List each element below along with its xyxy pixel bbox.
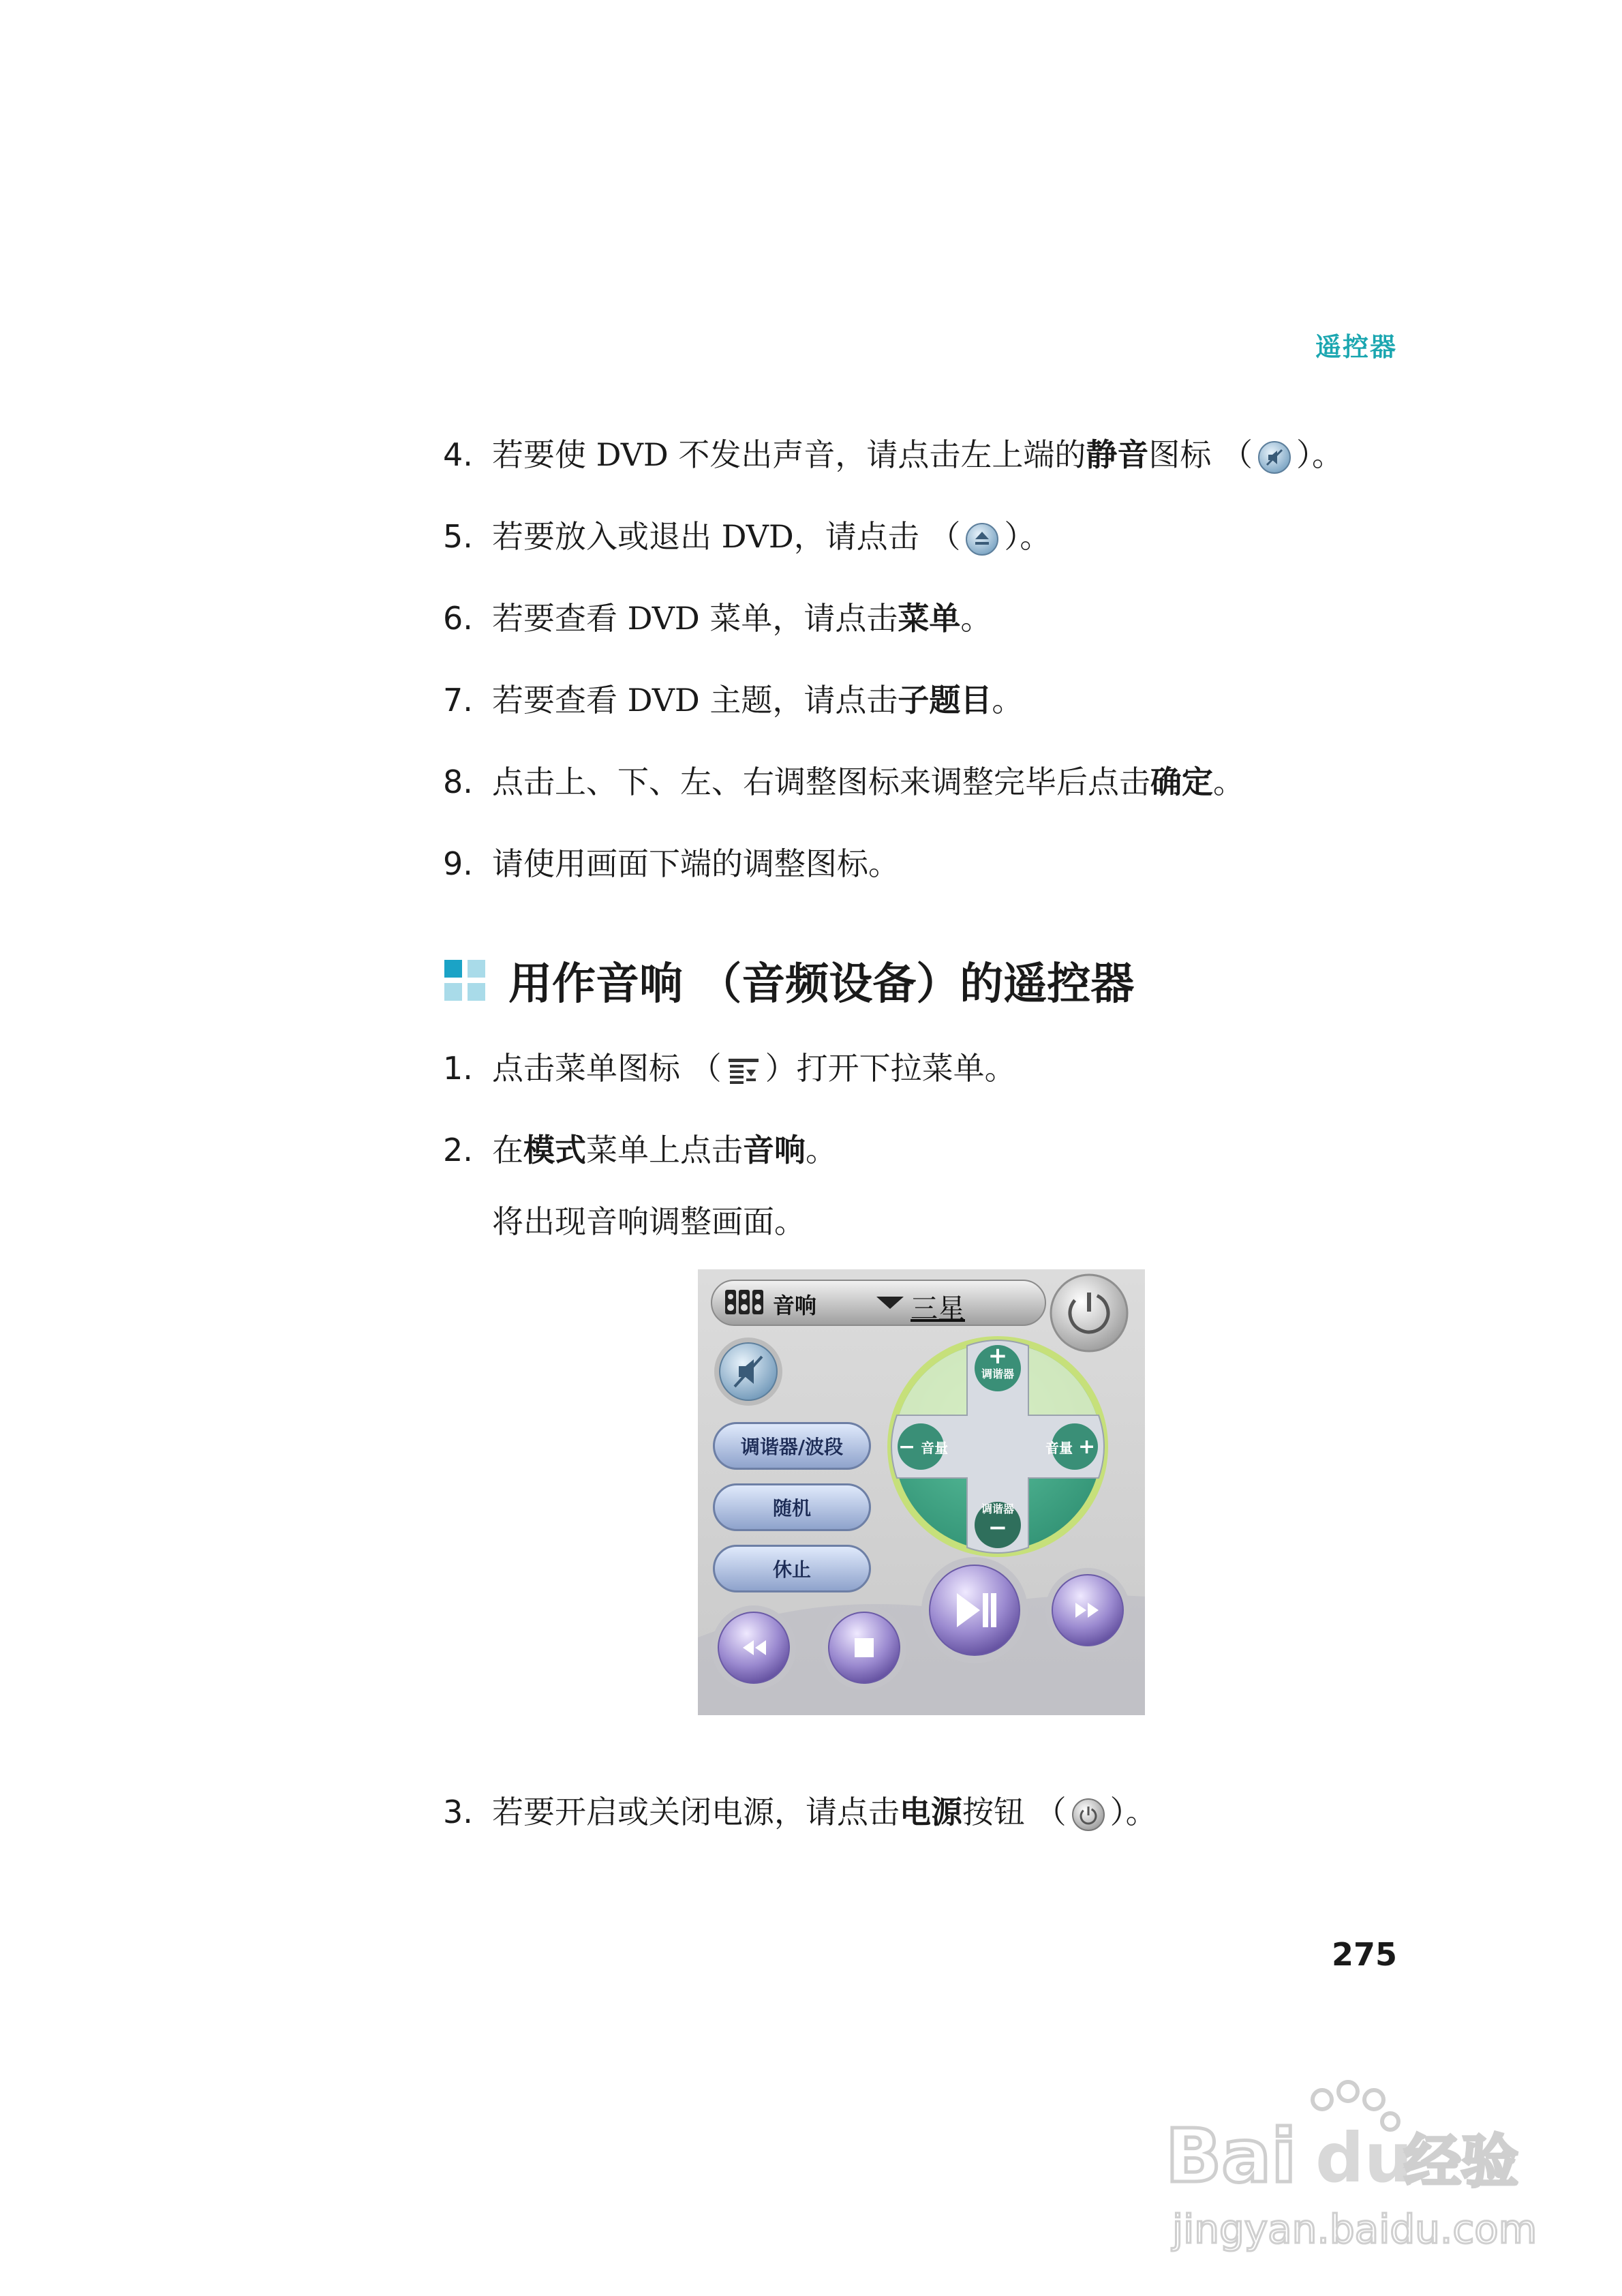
mute-icon bbox=[1257, 440, 1292, 475]
step-number: 2. bbox=[443, 1132, 473, 1168]
tuner-down-label: 调谐器 bbox=[981, 1502, 1014, 1515]
step-text: ）。 bbox=[1296, 436, 1344, 473]
volume-up-label: 音量 bbox=[1045, 1439, 1073, 1456]
step-text: 菜单上点击 bbox=[586, 1132, 743, 1168]
svg-text:经验: 经验 bbox=[1404, 2128, 1519, 2195]
eject-icon bbox=[964, 522, 1000, 557]
rewind-button[interactable] bbox=[718, 1612, 789, 1683]
step-text: 若要使 DVD 不发出声音，请点击左上端的 bbox=[492, 436, 1086, 473]
step-4 bbox=[443, 434, 1343, 475]
step-6 bbox=[443, 598, 992, 639]
step-number: 8. bbox=[443, 764, 473, 800]
play-pause-button[interactable] bbox=[930, 1565, 1020, 1655]
volume-down-label: 音量 bbox=[921, 1439, 949, 1456]
speaker-icon bbox=[725, 1290, 763, 1314]
step-text: 。 bbox=[806, 1132, 837, 1168]
section-title-text: 用作音响 （音频设备）的遥控器 bbox=[508, 959, 1135, 1010]
fast-forward-button[interactable] bbox=[1052, 1575, 1123, 1646]
step-text: ）。 bbox=[1110, 1794, 1157, 1830]
minus-sign: − bbox=[898, 1434, 916, 1459]
step-number: 1. bbox=[443, 1050, 473, 1087]
step-number: 7. bbox=[443, 682, 473, 719]
plus-sign: + bbox=[988, 1342, 1008, 1370]
power-icon bbox=[1071, 1797, 1106, 1832]
step-text: 若要查看 DVD 主题，请点击 bbox=[492, 682, 898, 719]
step-text: 。 bbox=[992, 682, 1024, 719]
step-number: 5. bbox=[443, 518, 473, 555]
page-number: 275 bbox=[1331, 1936, 1397, 1973]
step-bold-term: 确定 bbox=[1150, 764, 1213, 800]
step-text: ）。 bbox=[1004, 518, 1052, 555]
step-number: 6. bbox=[443, 600, 473, 637]
step-text: 在 bbox=[492, 1132, 523, 1168]
svg-text:du: du bbox=[1315, 2118, 1413, 2198]
tuner-up-button[interactable] bbox=[975, 1344, 1021, 1392]
step-bold-term: 模式 bbox=[523, 1132, 586, 1168]
tuner-up-label: 调谐器 bbox=[981, 1368, 1014, 1380]
step-number: 9. bbox=[443, 845, 473, 882]
svg-text:jingyan.baidu.com: jingyan.baidu.com bbox=[1172, 2206, 1537, 2252]
random-label: 随机 bbox=[772, 1497, 811, 1520]
step-bold-term: 子题目 bbox=[898, 682, 992, 719]
step-8 bbox=[443, 761, 1244, 802]
power-button[interactable] bbox=[1051, 1275, 1127, 1351]
step-bold-term: 菜单 bbox=[898, 600, 961, 637]
step-number: 4. bbox=[443, 436, 473, 473]
step-7 bbox=[443, 680, 1023, 721]
step-text: 若要开启或关闭电源，请点击 bbox=[492, 1794, 900, 1830]
tuner-band-button[interactable] bbox=[713, 1422, 871, 1470]
step-bold-term: 电源 bbox=[900, 1794, 962, 1830]
section-title bbox=[444, 953, 1134, 1008]
step-text: 若要查看 DVD 菜单，请点击 bbox=[492, 600, 898, 637]
step-text: 图标 （ bbox=[1148, 436, 1253, 473]
step-bold-term: 音响 bbox=[743, 1132, 806, 1168]
step-3 bbox=[443, 1792, 1157, 1832]
baidu-jingyan-watermark bbox=[1159, 2072, 1540, 2263]
step-bold-term: 静音 bbox=[1086, 436, 1149, 473]
step-2 bbox=[443, 1130, 837, 1170]
step-text: 。 bbox=[1213, 764, 1244, 800]
pause-label: 休止 bbox=[772, 1558, 811, 1581]
step-text: 。 bbox=[960, 600, 992, 637]
section-marker-icon bbox=[444, 960, 485, 1001]
mute-button[interactable] bbox=[720, 1343, 777, 1400]
svg-text:Bai: Bai bbox=[1165, 2114, 1297, 2199]
running-header: 遥控器 bbox=[1315, 332, 1397, 362]
tuner-band-label: 调谐器/波段 bbox=[740, 1436, 844, 1458]
step-text: 点击上、下、左、右调整图标来调整完毕后点击 bbox=[492, 764, 1150, 800]
menu-dropdown-icon bbox=[726, 1053, 761, 1089]
minus-sign: − bbox=[988, 1514, 1008, 1541]
tuner-down-button[interactable] bbox=[975, 1502, 1021, 1550]
step-5 bbox=[443, 516, 1051, 557]
volume-up-button[interactable] bbox=[1045, 1433, 1120, 1460]
step-text: 请使用画面下端的调整图标。 bbox=[492, 845, 900, 882]
step-text: 点击菜单图标 （ bbox=[492, 1050, 722, 1087]
step-number: 3. bbox=[443, 1794, 473, 1830]
step-text: ）打开下拉菜单。 bbox=[765, 1050, 1016, 1087]
step-1 bbox=[443, 1048, 1016, 1089]
stop-button[interactable] bbox=[829, 1612, 900, 1683]
step-text: 若要放入或退出 DVD，请点击 （ bbox=[492, 518, 961, 555]
step-2-note: 将出现音响调整画面。 bbox=[492, 1203, 806, 1240]
brand-select[interactable]: 三星 bbox=[911, 1293, 965, 1325]
audio-remote-panel bbox=[698, 1269, 1145, 1715]
volume-down-button[interactable] bbox=[898, 1433, 973, 1460]
step-9 bbox=[443, 843, 900, 884]
mode-label: 音响 bbox=[773, 1293, 817, 1318]
pause-button[interactable] bbox=[713, 1545, 871, 1592]
step-text: 按钮 （ bbox=[962, 1794, 1067, 1830]
plus-sign: + bbox=[1078, 1434, 1096, 1459]
random-button[interactable] bbox=[713, 1483, 871, 1531]
